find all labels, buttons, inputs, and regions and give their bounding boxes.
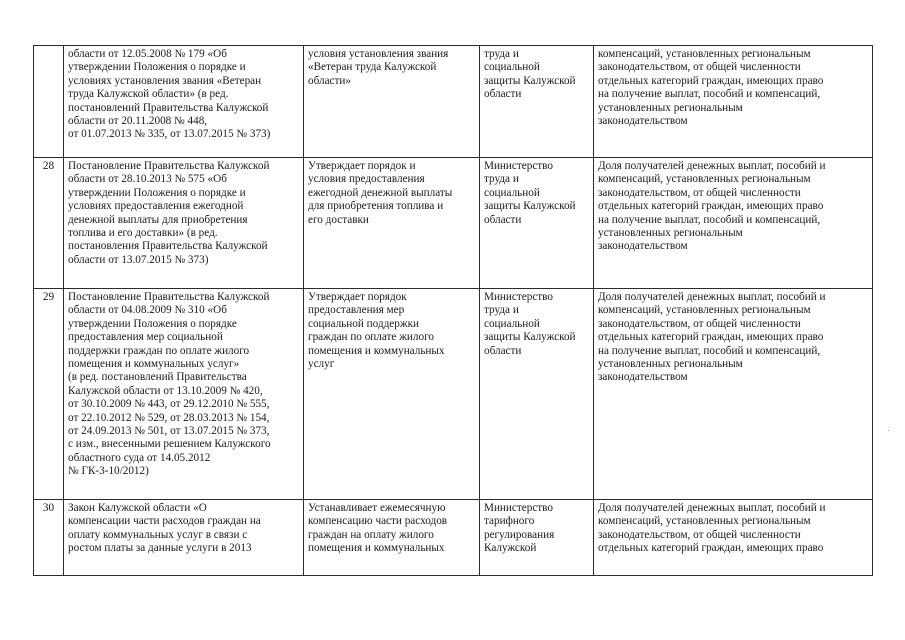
indicator-cell: Доля получателей денежных выплат, пособий и компенсаций, установленных региональным законодательством, от общей численности отдельных категорий граждан, имеющих право на получение выплат, пособий и компенсаций, установленных региональным законодательством: [594, 289, 873, 500]
legal-act-cell: Постановление Правительства Калужской области от 04.08.2009 № 310 «Об утверждении Положения о порядке предоставления мер социальной поддержки граждан по оплате жилого помещения и коммунальных услуг» (в ред. постановлений Правительства Калужской области от 13.10.2009 № 420, от 30.10.2009 № 443, от 29.12.2010 № 555, от 22.10.2012 № 529, от 28.03.2013 № 154, от 24.09.2013 № 501, от 13.07.2015 № 373, с изм., внесенными решением Калужского областного суда от 14.05.2012 № ГК-3-10/2012): [64, 289, 304, 500]
indicator-cell: Доля получателей денежных выплат, пособий и компенсаций, установленных региональным законодательством, от общей численности отдельных категорий граждан, имеющих право: [594, 500, 873, 576]
scan-speck: [888, 430, 889, 431]
table-row: [34, 46, 873, 158]
indicator-cell: компенсаций, установленных региональным законодательством, от общей численности отдельных категорий граждан, имеющих право на получение выплат, пособий и компенсаций, установленных региональным законодательством: [594, 46, 873, 158]
table-row: [34, 289, 873, 500]
responsible-agency-cell: труда и социальной защиты Калужской области: [480, 46, 594, 158]
act-subject-cell: Устанавливает ежемесячную компенсацию части расходов граждан на оплату жилого помещения и коммунальных: [304, 500, 480, 576]
responsible-agency-cell: Министерство труда и социальной защиты Калужской области: [480, 158, 594, 289]
legal-act-cell: Закон Калужской области «О компенсации части расходов граждан на оплату коммунальных услуг в связи с ростом платы за данные услуги в 2013: [64, 500, 304, 576]
row-number: 28: [34, 158, 64, 289]
responsible-agency-cell: Министерство тарифного регулирования Калужской: [480, 500, 594, 576]
responsible-agency-cell: Министерство труда и социальной защиты Калужской области: [480, 289, 594, 500]
table-row: [34, 500, 873, 576]
act-subject-cell: условия установления звания «Ветеран труда Калужской области»: [304, 46, 480, 158]
row-number: [34, 46, 64, 158]
legal-act-cell: области от 12.05.2008 № 179 «Об утверждении Положения о порядке и условиях установления звания «Ветеран труда Калужской области» (в ред. постановлений Правительства Калужской области от 20.11.2008 № 448, от 01.07.2013 № 335, от 13.07.2015 № 373): [64, 46, 304, 158]
act-subject-cell: Утверждает порядок предоставления мер социальной поддержки граждан по оплате жилого помещения и коммунальных услуг: [304, 289, 480, 500]
legal-act-cell: Постановление Правительства Калужской области от 28.10.2013 № 575 «Об утверждении Положения о порядке и условиях предоставления ежегодной денежной выплаты для приобретения топлива и его доставки» (в ред. постановления Правительства Калужской области от 13.07.2015 № 373): [64, 158, 304, 289]
row-number: 29: [34, 289, 64, 500]
indicator-cell: Доля получателей денежных выплат, пособий и компенсаций, установленных региональным законодательством, от общей численности отдельных категорий граждан, имеющих право на получение выплат, пособий и компенсаций, установленных региональным законодательством: [594, 158, 873, 289]
legal-acts-table: [33, 45, 873, 576]
act-subject-cell: Утверждает порядок и условия предоставления ежегодной денежной выплаты для приобретения топлива и его доставки: [304, 158, 480, 289]
row-number: 30: [34, 500, 64, 576]
table-row: [34, 158, 873, 289]
